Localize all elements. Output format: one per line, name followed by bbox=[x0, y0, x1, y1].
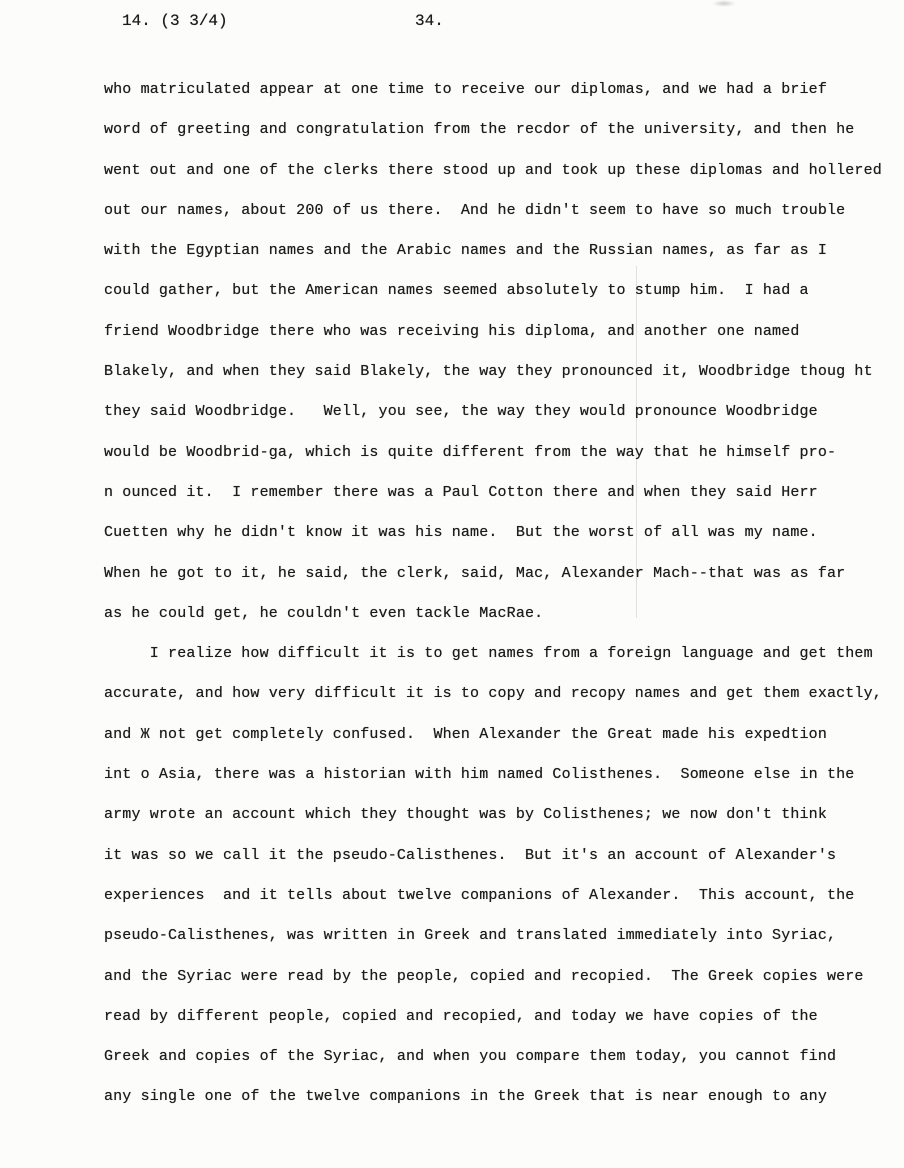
page-body bbox=[104, 70, 894, 1118]
text-line: and the Syriac were read by the people, copied and recopied. The Greek copies were bbox=[104, 967, 864, 985]
page-number: 34. bbox=[415, 12, 444, 30]
text-line: and Ж not get completely confused. When Alexander the Great made his expedtion bbox=[104, 725, 827, 743]
header-annotation: 14. (3 3/4) bbox=[122, 12, 228, 30]
text-line: word of greeting and congratulation from the recdor of the university, and then he bbox=[104, 121, 855, 139]
text-line: n ounced it. I remember there was a Paul Cotton there and when they said Herr bbox=[104, 483, 818, 501]
text-line: who matriculated appear at one time to receive our diplomas, and we had a brief bbox=[104, 81, 827, 98]
text-line: army wrote an account which they thought was by Colisthenes; we now don't think bbox=[104, 806, 827, 824]
text-line: experiences and it tells about twelve companions of Alexander. This account, the bbox=[104, 886, 855, 904]
text-line: went out and one of the clerks there stood up and took up these diplomas and hollered bbox=[104, 161, 882, 179]
text-line: friend Woodbridge there who was receiving his diploma, and another one named bbox=[104, 322, 800, 340]
text-line: When he got to it, he said, the clerk, said, Mac, Alexander Mach--that was as far bbox=[104, 564, 846, 582]
scan-smudge bbox=[712, 0, 736, 7]
text-line: int o Asia, there was a historian with him named Colisthenes. Someone else in the bbox=[104, 766, 855, 784]
text-line: Greek and copies of the Syriac, and when you compare them today, you cannot find bbox=[104, 1048, 837, 1066]
text-line: read by different people, copied and recopied, and today we have copies of the bbox=[104, 1007, 818, 1025]
page-header bbox=[0, 12, 904, 36]
text-line: they said Woodbridge. Well, you see, the way they would pronounce Woodbridge bbox=[104, 403, 818, 421]
text-line: accurate, and how very difficult it is to copy and recopy names and get them exactly, bbox=[104, 685, 882, 703]
text-line: it was so we call it the pseudo-Calisthenes. But it's an account of Alexander's bbox=[104, 846, 837, 864]
text-line: out our names, about 200 of us there. And he didn't seem to have so much trouble bbox=[104, 201, 846, 219]
text-line: I realize how difficult it is to get names from a foreign language and get them bbox=[104, 645, 873, 663]
text-line: Cuetten why he didn't know it was his name. But the worst of all was my name. bbox=[104, 524, 818, 542]
text-line: would be Woodbrid-ga, which is quite different from the way that he himself pro- bbox=[104, 443, 837, 461]
text-line: Blakely, and when they said Blakely, the way they pronounced it, Woodbridge thoug ht bbox=[104, 363, 873, 381]
text-line: with the Egyptian names and the Arabic names and the Russian names, as far as I bbox=[104, 242, 827, 260]
text-line: as he could get, he couldn't even tackle MacRae. bbox=[104, 604, 544, 622]
text-line: any single one of the twelve companions in the Greek that is near enough to any bbox=[104, 1088, 827, 1106]
text-line: could gather, but the American names seemed absolutely to stump him. I had a bbox=[104, 282, 809, 300]
text-line: pseudo-Calisthenes, was written in Greek and translated immediately into Syriac, bbox=[104, 927, 837, 945]
